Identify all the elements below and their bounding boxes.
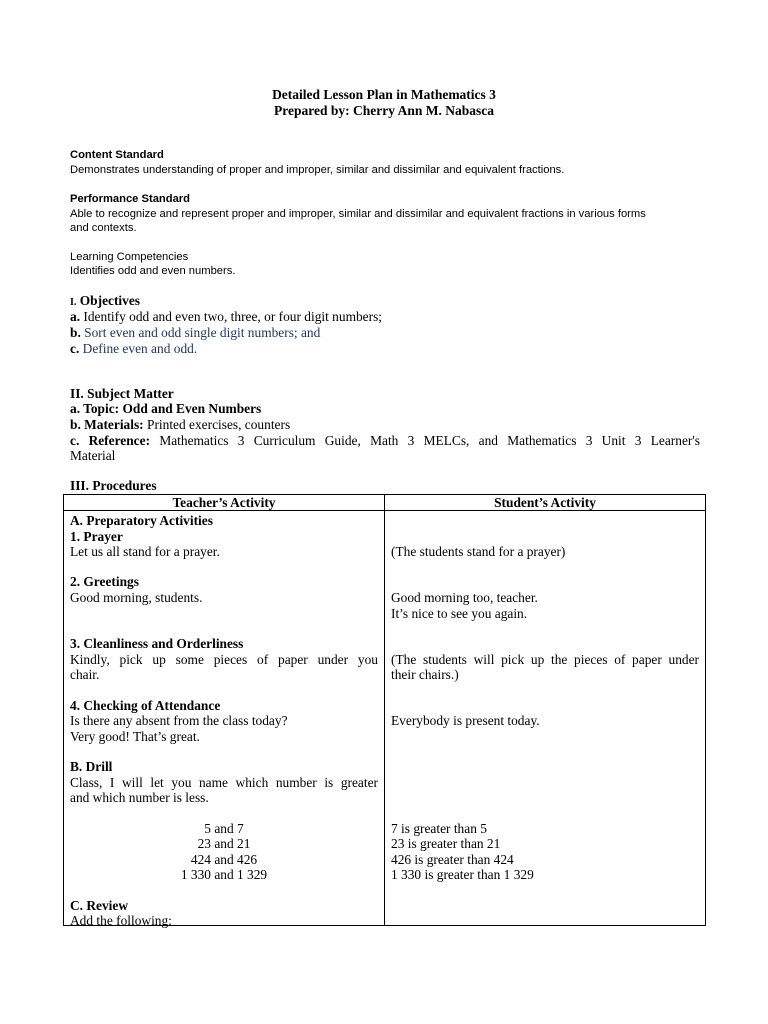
reference-line2: Material [70,448,116,463]
cleanliness-student-line1: (The students will pick up the pieces of paper under [391,652,699,667]
materials-label: b. Materials: [70,417,144,432]
objective-text: Identify odd and even two, three, or four digit numbers; [83,309,383,324]
preparatory-heading: A. Preparatory Activities [70,513,213,528]
performance-standard-line1: Able to recognize and represent proper and improper, similar and dissimilar and equivalent fractions in various forms [70,208,646,220]
objective-item-b [70,325,700,341]
prepared-by: Prepared by: Cherry Ann M. Nabasca [274,103,494,118]
materials-line [70,417,700,433]
procedures-heading: III. Procedures [70,478,157,493]
content-standard-heading: Content Standard [70,149,164,161]
objective-letter: c. [70,341,80,356]
attendance-teacher-line2: Very good! That’s great. [70,729,200,744]
cleanliness-teacher-line1: Kindly, pick up some pieces of paper under you [70,652,378,667]
cleanliness-student-line2: their chairs.) [391,667,459,682]
teacher-activity-cell [64,511,385,926]
objective-letter: b. [70,325,81,340]
reference-label: c. Reference: [70,433,151,448]
drill-answer: 426 is greater than 424 [391,852,514,867]
greetings-student-line2: It’s nice to see you again. [391,606,528,621]
attendance-heading: 4. Checking of Attendance [70,698,221,713]
drill-teacher-line2: and which number is less. [70,790,209,805]
review-teacher: Add the following: [70,913,172,928]
prayer-heading: 1. Prayer [70,529,123,544]
drill-answer: 1 330 is greater than 1 329 [391,867,534,882]
objective-item-c [70,341,700,357]
drill-pair: 424 and 426 [190,852,258,867]
document-title: Detailed Lesson Plan in Mathematics 3 [272,87,496,102]
objective-item-a [70,309,700,325]
student-activity-header: Student’s Activity [385,495,706,511]
performance-standard-heading: Performance Standard [70,193,190,205]
attendance-teacher-line1: Is there any absent from the class today? [70,713,288,728]
greetings-heading: 2. Greetings [70,574,139,589]
objective-letter: a. [70,309,81,324]
greetings-student-line1: Good morning too, teacher. [391,590,538,605]
performance-standard-line2: and contexts. [70,222,137,234]
content-standard-text: Demonstrates understanding of proper and improper, similar and dissimilar and equivalent fractions. [70,164,565,176]
prayer-teacher: Let us all stand for a prayer. [70,544,220,559]
drill-pair: 1 330 and 1 329 [180,867,268,882]
review-heading: C. Review [70,898,129,913]
drill-pair: 5 and 7 [204,821,244,836]
procedures-table [63,494,706,926]
prayer-student: (The students stand for a prayer) [391,544,566,559]
topic-line: a. Topic: Odd and Even Numbers [70,401,262,416]
drill-pair: 23 and 21 [197,836,251,851]
drill-answer: 7 is greater than 5 [391,821,487,836]
learning-competencies-heading: Learning Competencies [70,251,189,263]
drill-teacher-line1: Class, I will let you name which number is greater [70,775,378,790]
objective-text: Sort even and odd single digit numbers; and [84,325,321,340]
teacher-activity-header: Teacher’s Activity [64,495,385,511]
greetings-teacher: Good morning, students. [70,590,203,605]
objective-text: Define even and odd. [82,341,198,356]
student-activity-cell [385,511,706,926]
learning-competencies-text: Identifies odd and even numbers. [70,265,236,277]
reference-text: Mathematics 3 Curriculum Guide, Math 3 MELCs, and Mathematics 3 Unit 3 Learner's [159,433,700,448]
reference-line1 [70,433,700,449]
cleanliness-heading: 3. Cleanliness and Orderliness [70,636,244,651]
materials-text: Printed exercises, counters [147,417,291,432]
drill-heading: B. Drill [70,759,113,774]
cleanliness-teacher-line2: chair. [70,667,100,682]
attendance-student: Everybody is present today. [391,713,540,728]
objectives-title: Objectives [79,293,141,308]
subject-matter-heading: II. Subject Matter [70,386,174,401]
drill-answer: 23 is greater than 21 [391,836,501,851]
objectives-number: I. [70,297,77,308]
